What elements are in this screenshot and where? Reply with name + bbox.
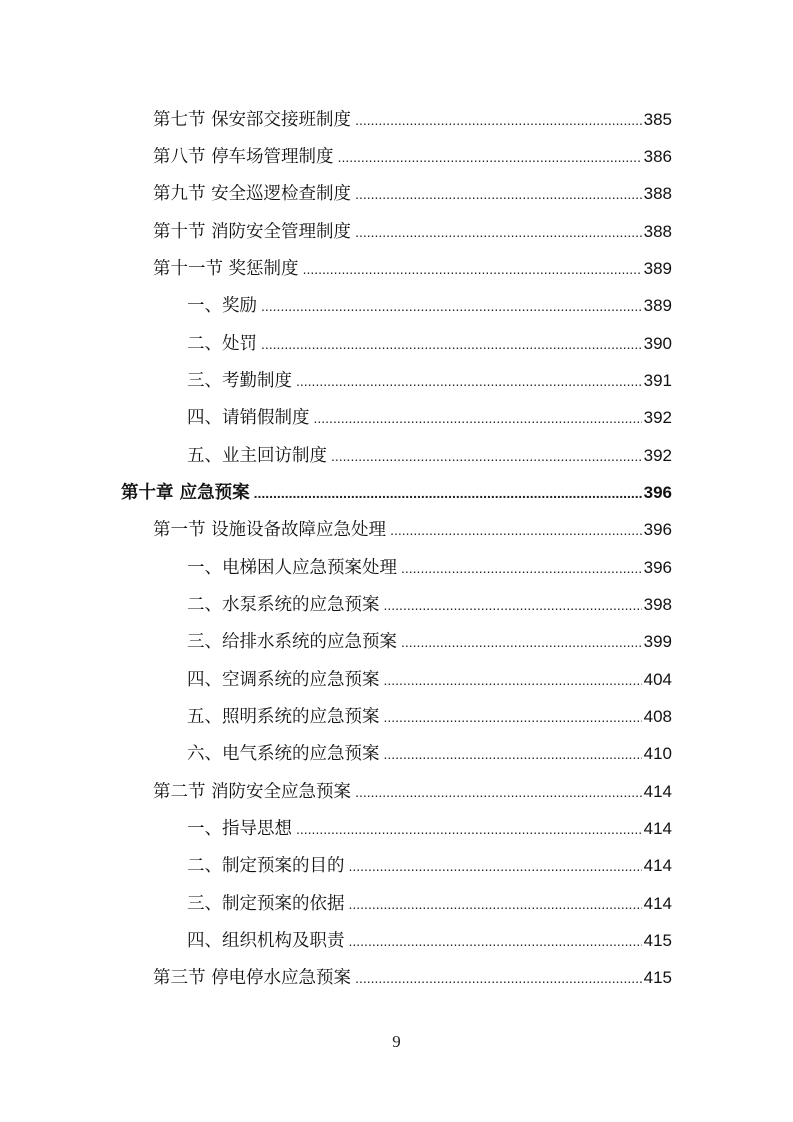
toc-entry-title: 五、照明系统的应急预案 <box>187 707 380 727</box>
toc-entry-page: 388 <box>643 222 672 241</box>
dot-leader <box>254 477 642 507</box>
toc-entry-page: 414 <box>643 782 672 801</box>
toc-entry-title: 二、水泵系统的应急预案 <box>187 595 380 615</box>
dot-leader <box>384 589 642 619</box>
dot-leader <box>349 888 642 918</box>
dot-leader <box>349 925 642 955</box>
toc-entry-page: 408 <box>643 707 672 726</box>
toc-entry[interactable] <box>153 253 672 283</box>
toc-entry-page: 414 <box>643 856 672 875</box>
toc-entry-title: 四、请销假制度 <box>187 408 310 428</box>
toc-entry-page: 385 <box>643 110 672 129</box>
toc-entry-title: 一、奖励 <box>187 296 257 316</box>
dot-leader <box>261 290 642 320</box>
dot-leader <box>349 850 642 880</box>
toc-entry-page: 396 <box>643 483 672 502</box>
toc-entry-title: 第九节 安全巡逻检查制度 <box>153 184 352 204</box>
dot-leader <box>355 104 642 134</box>
dot-leader <box>303 253 642 283</box>
dot-leader <box>355 962 642 992</box>
toc-entry[interactable] <box>187 328 672 358</box>
toc-entry-title: 第一节 设施设备故障应急处理 <box>153 520 387 540</box>
toc-entry-title: 一、电梯困人应急预案处理 <box>187 558 397 578</box>
toc-entry-page: 414 <box>643 819 672 838</box>
dot-leader <box>401 552 642 582</box>
toc-entry-page: 396 <box>643 520 672 539</box>
toc-entry[interactable] <box>187 813 672 843</box>
toc-entry-page: 404 <box>643 670 672 689</box>
toc-entry[interactable] <box>153 962 672 992</box>
dot-leader <box>355 178 642 208</box>
toc-entry[interactable] <box>187 440 672 470</box>
toc-entry-page: 415 <box>643 931 672 950</box>
toc-entry-page: 392 <box>643 408 672 427</box>
toc-entry[interactable] <box>187 589 672 619</box>
toc-entry[interactable] <box>187 701 672 731</box>
dot-leader <box>261 328 642 358</box>
toc-entry-title: 三、制定预案的依据 <box>187 894 345 914</box>
dot-leader <box>384 701 642 731</box>
toc-entry-page: 396 <box>643 558 672 577</box>
toc-entry-title: 第二节 消防安全应急预案 <box>153 782 352 802</box>
dot-leader <box>384 664 642 694</box>
toc-entry[interactable] <box>187 626 672 656</box>
toc-entry-title: 第十节 消防安全管理制度 <box>153 222 352 242</box>
toc-entry[interactable] <box>153 178 672 208</box>
toc-entry-page: 386 <box>643 147 672 166</box>
toc-entry-title: 第十一节 奖惩制度 <box>153 259 299 279</box>
toc-entry-title: 第三节 停电停水应急预案 <box>153 968 352 988</box>
toc-entry-title: 三、考勤制度 <box>187 371 292 391</box>
toc-entry[interactable] <box>187 664 672 694</box>
toc-entry[interactable] <box>187 402 672 432</box>
toc-entry-page: 391 <box>643 371 672 390</box>
toc-entry[interactable] <box>187 552 672 582</box>
dot-leader <box>355 216 642 246</box>
toc-entry-page: 398 <box>643 595 672 614</box>
toc-entry-page: 414 <box>643 894 672 913</box>
toc-entry-page: 392 <box>643 446 672 465</box>
toc-entry-title: 三、给排水系统的应急预案 <box>187 632 397 652</box>
toc-entry-title: 六、电气系统的应急预案 <box>187 744 380 764</box>
toc-entry-page: 389 <box>643 259 672 278</box>
toc-entry[interactable] <box>153 104 672 134</box>
toc-entry[interactable] <box>187 365 672 395</box>
toc-entry-title: 二、制定预案的目的 <box>187 856 345 876</box>
toc-entry-title: 二、处罚 <box>187 334 257 354</box>
toc-entry-title: 第十章 应急预案 <box>121 483 250 503</box>
toc-entry[interactable] <box>187 888 672 918</box>
toc-entry[interactable] <box>153 514 672 544</box>
toc-entry[interactable] <box>153 216 672 246</box>
toc-entry-title: 第七节 保安部交接班制度 <box>153 110 352 130</box>
toc-entry[interactable] <box>187 738 672 768</box>
toc-entry-page: 399 <box>643 632 672 651</box>
toc-entry-page: 410 <box>643 744 672 763</box>
toc-entry-title: 第八节 停车场管理制度 <box>153 147 334 167</box>
dot-leader <box>296 813 642 843</box>
dot-leader <box>314 402 642 432</box>
dot-leader <box>390 514 642 544</box>
dot-leader <box>338 141 642 171</box>
toc-entry-title: 五、业主回访制度 <box>187 446 327 466</box>
toc-entry-page: 390 <box>643 334 672 353</box>
dot-leader <box>355 776 642 806</box>
toc-entry[interactable] <box>187 925 672 955</box>
toc-entry-page: 389 <box>643 296 672 315</box>
toc-entry[interactable] <box>153 776 672 806</box>
toc-entry-page: 415 <box>643 968 672 987</box>
toc-chapter-entry[interactable] <box>121 477 672 507</box>
toc-entry[interactable] <box>187 850 672 880</box>
toc-entry-title: 一、指导思想 <box>187 819 292 839</box>
toc-entry-title: 四、空调系统的应急预案 <box>187 670 380 690</box>
dot-leader <box>401 626 642 656</box>
dot-leader <box>296 365 642 395</box>
toc-entry[interactable] <box>153 141 672 171</box>
page-number: 9 <box>392 1032 401 1051</box>
dot-leader <box>384 738 642 768</box>
toc-entry-title: 四、组织机构及职责 <box>187 931 345 951</box>
toc-entry[interactable] <box>187 290 672 320</box>
dot-leader <box>331 440 642 470</box>
toc-entry-page: 388 <box>643 184 672 203</box>
